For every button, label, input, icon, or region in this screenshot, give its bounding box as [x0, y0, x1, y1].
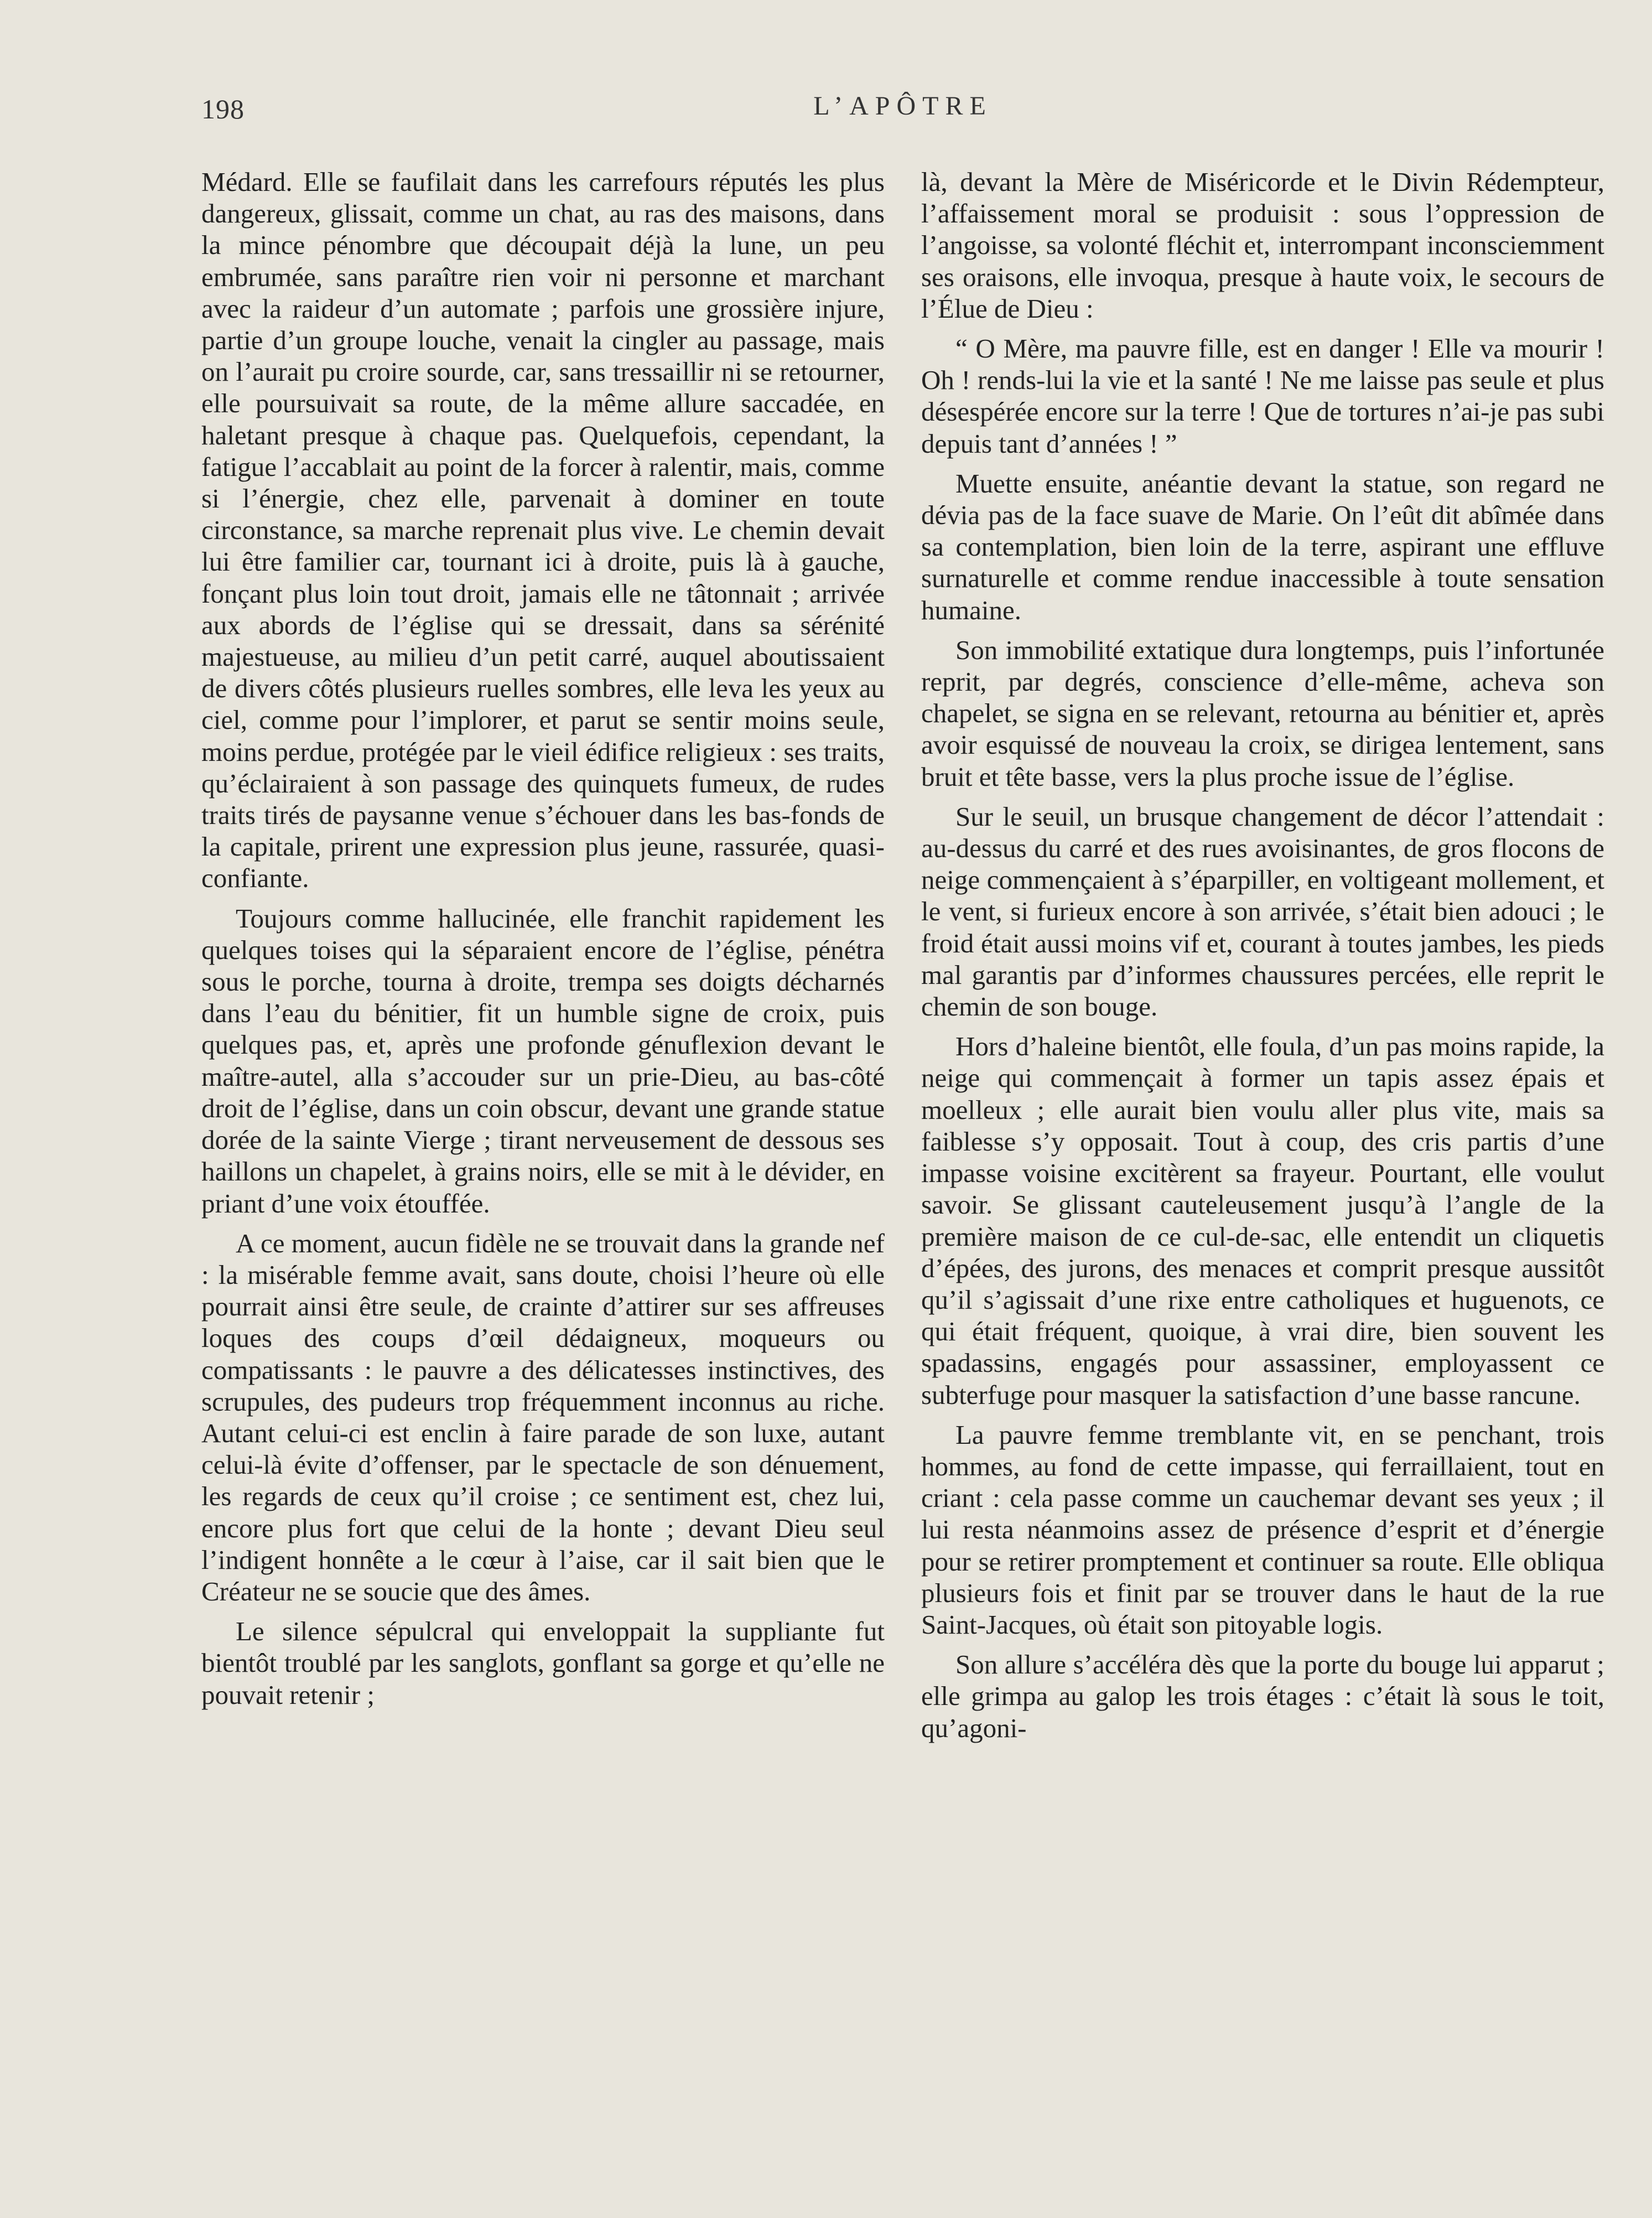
paragraph: Muette ensuite, anéantie devant la statue, son regard ne dévia pas de la face suave de Marie. On l’eût dit abîmée dans sa contemplation, bien loin de la terre, aspirant une effluve surnaturelle et comme rendue inaccessible à toute sensation humaine.: [921, 468, 1604, 625]
left-column: [201, 166, 885, 1719]
paragraph: Son allure s’accéléra dès que la porte du bouge lui apparut ; elle grimpa au galop les trois étages : c’était là sous le toit, qu’agoni-: [921, 1649, 1604, 1743]
page-number: 198: [201, 94, 245, 125]
paragraph: Le silence sépulcral qui enveloppait la suppliante fut bientôt troublé par les sanglots, gonflant sa gorge et qu’elle ne pouvait retenir ;: [201, 1616, 885, 1710]
paragraph: Hors d’haleine bientôt, elle foula, d’un pas moins rapide, la neige qui commençait à former un tapis assez épais et moelleux ; elle aurait bien voulu aller plus vite, mais sa faiblesse s’y opposait. Tout à coup, des cris partis d’une impasse voisine excitèrent sa frayeur. Pourtant, elle voulut savoir. Se glissant cauteleusement jusqu’à l’angle de la première maison de ce cul-de-sac, elle entendit un cliquetis d’épées, des jurons, des menaces et comprit presque aussitôt qu’il s’agissait d’une rixe entre catholiques et huguenots, ce qui était fréquent, quoique, à vrai dire, bien souvent les spadassins, engagés pour assassiner, employassent ce subterfuge pour masquer la satisfaction d’une basse rancune.: [921, 1031, 1604, 1410]
page-header: [201, 83, 1604, 133]
paragraph: Toujours comme hallucinée, elle franchit rapidement les quelques toises qui la séparaient encore de l’église, pénétra sous le porche, tourna à droite, trempa ses doigts décharnés dans l’eau du bénitier, fit un humble signe de croix, puis quelques pas, et, après une profonde génuflexion devant le maître-autel, alla s’accouder sur un prie-Dieu, au bas-côté droit de l’église, dans un coin obscur, devant une grande statue dorée de la sainte Vierge ; tirant nerveusement de dessous ses haillons un chapelet, à grains noirs, elle se mit à le dévider, en priant d’une voix étouffée.: [201, 903, 885, 1219]
running-title: L’APÔTRE: [813, 91, 993, 121]
quotation-paragraph: “ O Mère, ma pauvre fille, est en danger ! Elle va mourir ! Oh ! rends-lui la vie et la santé ! Ne me laisse pas seule et plus désespérée encore sur la terre ! Que de tortures n’ai-je pas subi depuis tant d’années ! ”: [921, 333, 1604, 459]
paragraph: Sur le seuil, un brusque changement de décor l’attendait : au-dessus du carré et des rues avoisinantes, de gros flocons de neige commençaient à s’éparpiller, en voltigeant mollement, et le vent, si furieux encore à son arrivée, s’était bien adouci ; le froid était aussi moins vif et, courant à toutes jambes, les pieds mal garantis par d’informes chaussures percées, elle reprit le chemin de son bouge.: [921, 801, 1604, 1022]
paragraph: Son immobilité extatique dura longtemps, puis l’infortunée reprit, par degrés, conscience d’elle-même, acheva son chapelet, se signa en se relevant, retourna au bénitier et, après avoir esquissé de nouveau la croix, se dirigea lentement, sans bruit et tête basse, vers la plus proche issue de l’église.: [921, 634, 1604, 792]
paragraph: La pauvre femme tremblante vit, en se penchant, trois hommes, au fond de cette impasse, qui ferraillaient, tout en criant : cela passe comme un cauchemar devant ses yeux ; il lui resta néanmoins assez de présence d’esprit et d’énergie pour se retirer promptement et continuer sa route. Elle obliqua plusieurs fois et finit par se trouver dans le haut de la rue Saint-Jacques, où était son pitoyable logis.: [921, 1419, 1604, 1640]
paragraph: A ce moment, aucun fidèle ne se trouvait dans la grande nef : la misérable femme avait, sans doute, choisi l’heure où elle pourrait ainsi être seule, de crainte d’attirer sur ses affreuses loques des coups d’œil dédaigneux, moqueurs ou compatissants : le pauvre a des délicatesses instinctives, des scrupules, des pudeurs trop fréquemment inconnus au riche. Autant celui-ci est enclin à faire parade de son luxe, autant celui-là évite d’offenser, par le spectacle de son dénuement, les regards de ceux qu’il croise ; ce sentiment est, chez lui, encore plus fort que celui de la honte ; devant Dieu seul l’indigent honnête a le cœur à l’aise, car il sait bien que le Créateur ne se soucie que des âmes.: [201, 1227, 885, 1607]
right-column: [921, 166, 1604, 1752]
paragraph: là, devant la Mère de Miséricorde et le Divin Rédempteur, l’affaissement moral se produisit : sous l’oppression de l’angoisse, sa volonté fléchit et, interrompant inconsciemment ses oraisons, elle invoqua, presque à haute voix, le secours de l’Élue de Dieu :: [921, 167, 1604, 324]
paragraph: Médard. Elle se faufilait dans les carrefours réputés les plus dangereux, glissait, comme un chat, au ras des maisons, dans la mince pénombre que découpait déjà la lune, un peu embrumée, sans paraître rien voir ni personne et marchant avec la raideur d’un automate ; parfois une grossière injure, partie d’un groupe louche, venait la cingler au passage, mais on l’aurait pu croire sourde, car, sans tressaillir ni se retourner, elle poursuivait sa route, de la même allure saccadée, en haletant presque à chaque pas. Quelquefois, cependant, la fatigue l’accablait au point de la forcer à ralentir, mais, comme si l’énergie, chez elle, parvenait à dominer en toute circonstance, sa marche reprenait plus vive. Le chemin devait lui être familier car, tournant ici à droite, puis là à gauche, fonçant plus loin tout droit, jamais elle ne tâtonnait ; arrivée aux abords de l’église qui se dressait, dans sa sérénité majestueuse, au milieu d’un petit carré, auquel aboutissaient de divers côtés plusieurs ruelles sombres, elle leva les yeux au ciel, comme pour l’implorer, et parut se sentir moins seule, moins perdue, protégée par le vieil édifice religieux : ses traits, qu’éclairaient à son passage des quinquets fumeux, de rudes traits tirés de paysanne venue s’échouer dans les bas-fonds de la capitale, prirent une expression plus jeune, rassurée, quasi-confiante.: [201, 167, 885, 894]
